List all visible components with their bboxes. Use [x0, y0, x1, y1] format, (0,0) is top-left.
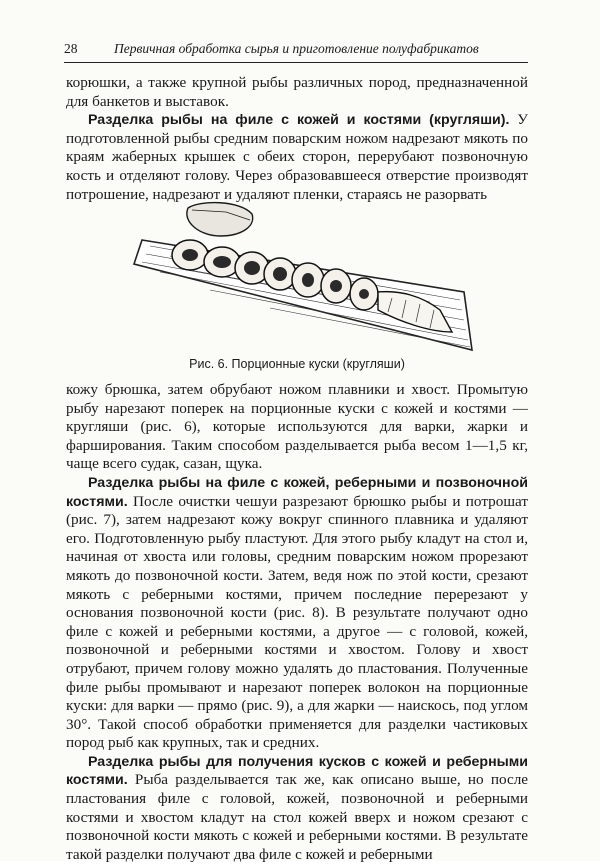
running-title: Первичная обработка сырья и приготовление полуфабрикатов: [114, 41, 479, 56]
text-block-bottom: [66, 381, 528, 864]
figure-caption: Рис. 6. Порционные куски (кругляши): [189, 357, 405, 371]
section2-text: После очистки чешуи разрезают брюшко рыбы и потрошат (рис. 7), затем надрезают кожу вокруг спинного плавника и удаляют его. Подготовленную рыбу пластуют. Для этого рыбу кладут на стол и, начиная от хвоста или головы, средним поварским ножом прорезают мякоть до позвоночной кости. Затем, ведя нож по этой кости, срезают мякоть с реберными костями, причем последние перерезают у основания позвоночной кости (рис. 8). В результате получают одно филе с кожей и реберными костями, а другое — с головой, кожей, позвоночной и реберными костями и хвостом. Голову и хвост отрубают, причем голову можно удалять до пластования. Полученные филе рыбы промывают и нарезают поперек волокон на порционные куски: для варки — прямо (рис. 9), а для жарки — наискось, под углом 30°. Такой способ обработки применяется для разделки частиковых пород рыб как крупных, так и средних.: [66, 492, 529, 752]
paragraph-section1: [66, 111, 528, 204]
section1-heading: Разделка рыбы на филе с кожей и костями (кругляши).: [88, 112, 510, 129]
page-header: [64, 40, 528, 63]
intro-text: корюшки, а также крупной рыбы различных пород, предназначенной для банкетов и выставок.: [66, 74, 528, 110]
page-number: 28: [64, 41, 78, 56]
section2-heading: Разделка рыбы на филе с кожей, реберными и позвоночной костями.: [66, 474, 528, 510]
section3-heading: Разделка рыбы для получения кусков с кожей и реберными костями.: [66, 753, 528, 789]
fish-head: [187, 203, 253, 236]
paragraph-section3: [66, 753, 528, 864]
figure-fish-portions: [130, 200, 476, 352]
paragraph-section1-continued: [66, 381, 528, 474]
paragraph-intro: [66, 74, 528, 111]
section1-text-part1: У подготовленной рыбы средним поварским ножом надрезают мякоть по краям жаберных крышек с обеих сторон, перерубают позвоночную кость и отделяют голову. Через образовавшееся отверстие производят потрошение, надрезают и удаляют пленки, стараясь не разорвать: [66, 111, 529, 203]
fish-portions-illustration-icon: [130, 200, 476, 352]
text-block-top: [66, 74, 528, 204]
section3-text: Рыба разделывается так же, как описано выше, но после пластования филе с головой, кожей, позвоночной и реберными костями и хвостом кладут на стол кожей вверх и ножом срезают с позвоночной кости мякоть с кожей и реберными костями. В результате такой разделки получают два филе с кожей и реберными: [66, 771, 529, 863]
section1-text-part2: кожу брюшка, затем обрубают ножом плавники и хвост. Промытую рыбу нарезают поперек на порционные куски с кожей и костями — кругляши (рис. 6), которые используются для варки, жарки и фарширования. Таким способом разделывается рыба весом 1—1,5 кг, чаще всего судак, сазан, щука.: [66, 381, 528, 473]
paragraph-section2: [66, 474, 528, 753]
